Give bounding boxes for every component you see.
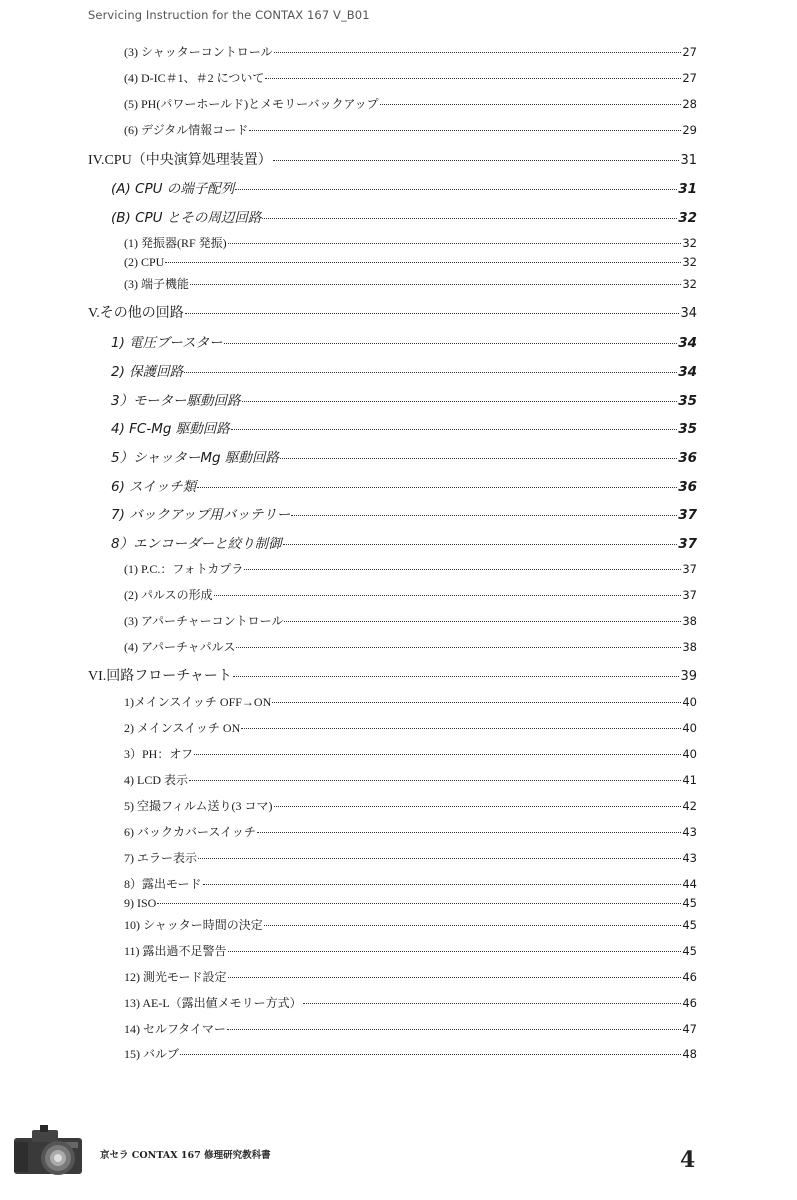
toc-entry[interactable]: [124, 797, 697, 814]
toc-entry[interactable]: [88, 665, 697, 685]
toc-entry-title: 9) ISO: [124, 896, 157, 910]
dot-leader: [265, 77, 681, 79]
toc-entry[interactable]: [111, 177, 697, 197]
toc-entry-title: (3) アパーチャーコントロール: [124, 614, 284, 628]
dot-leader: [257, 831, 681, 833]
toc-entry[interactable]: [124, 875, 697, 892]
toc-entry[interactable]: [88, 149, 697, 169]
toc-entry-page: 32: [682, 255, 697, 269]
toc-entry-page: 35: [678, 393, 697, 409]
dot-leader: [197, 486, 677, 488]
dot-leader: [190, 283, 681, 285]
toc-entry-title: 3）PH：オフ: [124, 747, 193, 761]
toc-entry-title: 2) メインスイッチ ON: [124, 721, 241, 735]
dot-leader: [214, 594, 681, 596]
dot-leader: [165, 261, 681, 263]
dot-leader: [242, 400, 678, 402]
toc-entry-page: 48: [682, 1047, 697, 1061]
toc-entry-title: (4) D-IC＃1、＃2 について: [124, 71, 265, 85]
dot-leader: [233, 675, 680, 677]
toc-entry-title: (6) デジタル情報コード: [124, 123, 249, 137]
toc-entry-title: 5) 空撮フィルム送り(3 コマ): [124, 799, 273, 813]
toc-entry-page: 29: [682, 123, 697, 137]
toc-entry[interactable]: [124, 560, 697, 577]
toc-entry-title: 4) LCD 表示: [124, 773, 188, 787]
dot-leader: [180, 1053, 681, 1055]
toc-entry-page: 37: [678, 507, 697, 523]
toc-entry-page: 34: [678, 364, 697, 380]
dot-leader: [284, 620, 681, 622]
toc-entry-page: 40: [682, 747, 697, 761]
toc-entry[interactable]: [124, 586, 697, 603]
toc-entry-page: 37: [682, 588, 697, 602]
page-header: Servicing Instruction for the CONTAX 167 V_B01: [88, 8, 370, 22]
toc-entry-title: 7) バックアップ用バッテリー: [111, 507, 291, 523]
toc-entry-page: 38: [682, 614, 697, 628]
dot-leader: [274, 805, 681, 807]
dot-leader: [198, 857, 681, 859]
toc-entry-page: 38: [682, 640, 697, 654]
toc-entry-title: (1) 発振器(RF 発振): [124, 236, 227, 250]
toc-entry-page: 46: [682, 996, 697, 1010]
dot-leader: [224, 342, 678, 344]
toc-entry-title: 7) エラー表示: [124, 851, 197, 865]
dot-leader: [303, 1002, 681, 1004]
toc-entry-page: 37: [678, 536, 697, 552]
dot-leader: [227, 1028, 681, 1030]
dot-leader: [185, 312, 680, 314]
toc-entry-title: (B) CPU とその周辺回路: [111, 210, 262, 226]
toc-entry[interactable]: [111, 475, 697, 495]
toc-entry[interactable]: [124, 916, 697, 933]
toc-entry[interactable]: [124, 234, 697, 251]
toc-entry-title: 6) バックカバースイッチ: [124, 825, 256, 839]
dot-leader: [380, 103, 681, 105]
toc-entry-page: 35: [678, 421, 697, 437]
toc-entry-page: 42: [682, 799, 697, 813]
toc-entry[interactable]: [124, 719, 697, 736]
toc-entry-page: 37: [682, 562, 697, 576]
toc-entry-page: 39: [680, 669, 697, 684]
toc-entry-page: 41: [682, 773, 697, 787]
toc-entry-title: 8）露出モード: [124, 877, 202, 891]
toc-entry[interactable]: [124, 771, 697, 788]
dot-leader: [228, 242, 681, 244]
toc-entry-title: 1)メインスイッチ OFF→ON: [124, 695, 272, 709]
dot-leader: [228, 976, 681, 978]
toc-entry-page: 28: [682, 97, 697, 111]
toc-entry-title: 6) スイッチ類: [111, 479, 197, 495]
toc-entry[interactable]: [124, 255, 697, 270]
toc-entry-page: 32: [678, 210, 697, 226]
toc-entry[interactable]: [124, 693, 697, 710]
dot-leader: [273, 159, 680, 161]
toc-entry[interactable]: [124, 275, 697, 292]
toc-entry[interactable]: [88, 302, 697, 322]
toc-entry-title: 14) セルフタイマー: [124, 1022, 226, 1036]
toc-entry[interactable]: [124, 968, 697, 985]
toc-entry[interactable]: [124, 638, 697, 655]
footer-text: 京セラ CONTAX 167 修理研究教科書: [100, 1150, 271, 1161]
toc-entry-title: (3) 端子機能: [124, 277, 189, 291]
toc-entry-page: 43: [682, 851, 697, 865]
dot-leader: [184, 371, 677, 373]
toc-entry-page: 40: [682, 695, 697, 709]
toc-entry[interactable]: [124, 1020, 697, 1037]
toc-entry-page: 31: [680, 153, 697, 168]
toc-entry[interactable]: [111, 417, 697, 437]
toc-entry[interactable]: [124, 612, 697, 629]
toc-entry-page: 36: [678, 450, 697, 466]
dot-leader: [274, 51, 681, 53]
toc-entry-page: 34: [680, 306, 697, 321]
toc-entry-page: 44: [682, 877, 697, 891]
toc-entry[interactable]: [111, 389, 697, 409]
toc-entry[interactable]: [124, 896, 697, 911]
toc-entry[interactable]: [111, 331, 697, 351]
toc-entry[interactable]: [124, 1045, 697, 1062]
toc-entry-page: 34: [678, 335, 697, 351]
toc-entry[interactable]: [124, 849, 697, 866]
toc-entry-page: 46: [682, 970, 697, 984]
toc-entry-page: 47: [682, 1022, 697, 1036]
toc-entry-title: 15) バルブ: [124, 1047, 179, 1061]
toc-entry[interactable]: [111, 206, 697, 226]
toc-entry-title: (4) アパーチャパルス: [124, 640, 236, 654]
toc-entry-title: 10) シャッター時間の決定: [124, 918, 263, 932]
toc-entry-title: 1) 電圧ブースター: [111, 335, 223, 351]
dot-leader: [235, 188, 677, 190]
dot-leader: [249, 129, 681, 131]
toc-entry-page: 32: [682, 277, 697, 291]
toc-entry[interactable]: [124, 121, 697, 138]
toc-entry-title: (2) CPU: [124, 255, 165, 269]
page-number: 4: [680, 1147, 696, 1173]
dot-leader: [157, 902, 681, 904]
toc-entry-page: 45: [682, 896, 697, 910]
toc-entry[interactable]: [111, 532, 697, 552]
toc-entry[interactable]: [111, 503, 697, 523]
toc-entry-page: 45: [682, 944, 697, 958]
dot-leader: [264, 924, 681, 926]
toc-entry[interactable]: [111, 360, 697, 380]
toc-entry-page: 36: [678, 479, 697, 495]
camera-icon: [8, 1122, 88, 1182]
dot-leader: [280, 457, 677, 459]
toc-entry[interactable]: [124, 69, 697, 86]
dot-leader: [272, 701, 681, 703]
toc-entry-title: 3）モーター駆動回路: [111, 393, 241, 409]
toc-entry-title: V.その他の回路: [88, 306, 184, 321]
dot-leader: [189, 779, 681, 781]
toc-entry[interactable]: [111, 446, 697, 466]
toc-entry-title: 5）シャッターMg 駆動回路: [111, 450, 279, 466]
toc-entry[interactable]: [124, 43, 697, 60]
toc-entry-page: 45: [682, 918, 697, 932]
toc-entry-title: (A) CPU の端子配列: [111, 181, 235, 197]
toc-entry[interactable]: [124, 823, 697, 840]
dot-leader: [244, 568, 681, 570]
toc-entry[interactable]: [124, 95, 697, 112]
dot-leader: [291, 514, 677, 516]
dot-leader: [231, 428, 677, 430]
dot-leader: [203, 883, 681, 885]
toc-entry-page: 43: [682, 825, 697, 839]
dot-leader: [241, 727, 681, 729]
dot-leader: [228, 950, 681, 952]
toc-entry-title: 12) 測光モード設定: [124, 970, 227, 984]
toc-entry-title: 11) 露出過不足警告: [124, 944, 227, 958]
toc-entry[interactable]: [124, 994, 697, 1011]
toc-entry-title: 4) FC-Mg 駆動回路: [111, 421, 230, 437]
toc-entry-title: 2) 保護回路: [111, 364, 184, 380]
toc-entry-title: 8）エンコーダーと絞り制御: [111, 536, 282, 552]
dot-leader: [194, 753, 681, 755]
toc-entry-title: VI.回路フローチャート: [88, 669, 232, 684]
toc-entry-page: 27: [682, 45, 697, 59]
dot-leader: [262, 217, 677, 219]
toc-entry[interactable]: [124, 745, 697, 762]
toc-entry-title: 13) AE-L（露出値メモリー方式）: [124, 996, 302, 1010]
toc-entry-page: 32: [682, 236, 697, 250]
dot-leader: [236, 646, 681, 648]
dot-leader: [283, 543, 678, 545]
toc-entry-page: 40: [682, 721, 697, 735]
toc-entry-title: IV.CPU（中央演算処理装置）: [88, 153, 272, 168]
toc-entry-title: (5) PH(パワーホールド)とメモリーバックアップ: [124, 97, 379, 111]
toc-entry-page: 31: [678, 181, 697, 197]
toc-entry-title: (3) シャッターコントロール: [124, 45, 273, 59]
toc-entry-page: 27: [682, 71, 697, 85]
toc-entry-title: (1) P.C.：フォトカプラ: [124, 562, 244, 576]
toc-entry-title: (2) パルスの形成: [124, 588, 213, 602]
toc-entry[interactable]: [124, 942, 697, 959]
